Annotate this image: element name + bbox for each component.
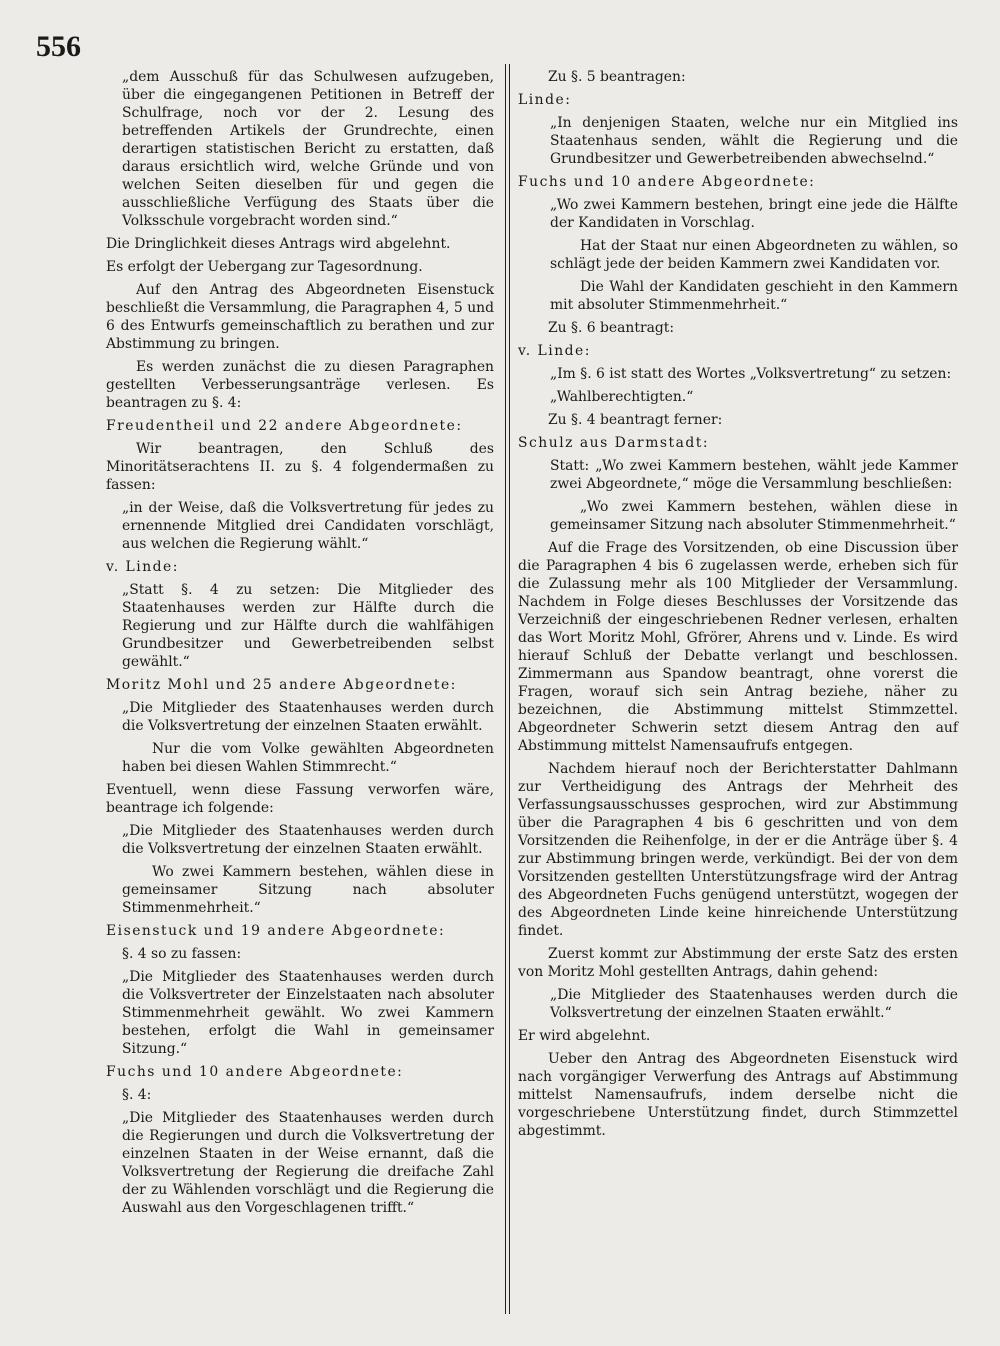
paragraph: Statt: „Wo zwei Kammern bestehen, wählt jede Kammer zwei Abgeordnete,“ möge die Versammlung beschließen: [550, 458, 958, 492]
paragraph: „dem Ausschuß für das Schulwesen aufzugeben, über die eingegangenen Petitionen in Betreff der Schulfrage, noch vor der 2. Lesung des betreffenden Artikels der Grundrechte, einen derartigen statistischen Bericht zu erstatten, daß daraus ersichtlich wird, welche Gründe und von welchen Seiten dieselben für und gegen die ausschließliche Verfügung des Staats über die Volksschule vorgebracht worden sind.“ [122, 69, 494, 229]
quotation: „Die Mitglieder des Staatenhauses werden durch die Volksvertreter der Einzelstaaten nach absoluter Stimmenmehrheit gewählt. Wo zwei Kammern bestehen, erfolgt die Wahl in gemeinsamer Sitzung.“ [122, 969, 494, 1057]
paragraph: §. 4: [122, 1087, 152, 1103]
speaker-heading: Fuchs und 10 andere Abgeordnete: [106, 1064, 404, 1080]
quotation: Wo zwei Kammern bestehen, wählen diese in gemeinsamer Sitzung nach absoluter Stimmenmehrheit.“ [122, 864, 494, 916]
paragraph: Ueber den Antrag des Abgeordneten Eisenstuck wird nach vorgängiger Verwerfung des Antrags auf Abstimmung mittelst Namensaufrufs, indem derselbe nicht die vorgeschriebene Unterstützung findet, durch Stimmzettel abgestimmt. [518, 1051, 958, 1139]
paragraph: Zu §. 6 beantragt: [548, 320, 675, 336]
paragraph: Zuerst kommt zur Abstimmung der erste Satz des ersten von Moritz Mohl gestellten Antrags, dahin gehend: [518, 946, 958, 980]
quotation: „Die Mitglieder des Staatenhauses werden durch die Volksvertretung der einzelnen Staaten erwählt. [122, 700, 494, 734]
quotation: „Im §. 6 ist statt des Wortes „Volksvertretung“ zu setzen: [550, 366, 952, 382]
quotation: „in der Weise, daß die Volksvertretung für jedes zu ernennende Mitglied drei Candidaten vorschlägt, aus welchen die Regierung wählt.“ [122, 500, 494, 552]
paragraph: Die Dringlichkeit dieses Antrags wird abgelehnt. [106, 236, 451, 252]
paragraph: §. 4 so zu fassen: [122, 946, 242, 962]
quotation: „Die Mitglieder des Staatenhauses werden durch die Volksvertretung der einzelnen Staaten erwählt. [122, 823, 494, 857]
paragraph: Auf den Antrag des Abgeordneten Eisenstuck beschließt die Versammlung, die Paragraphen 4, 5 und 6 des Entwurfs gemeinschaftlich zu berathen und zur Abstimmung zu bringen. [106, 282, 494, 352]
paragraph: Nachdem hierauf noch der Berichterstatter Dahlmann zur Vertheidigung des Antrags der Mehrheit des Verfassungsausschusses gesprochen, wird zur Abstimmung über die Paragraphen 4 bis 6 geschritten und von dem Vorsitzenden die Reihenfolge, in der er die Anträge über §. 4 zur Abstimmung bringen werde, verkündigt. Bei der von dem Vorsitzenden gestellten Unterstützungsfrage wird der Antrag des Abgeordneten Fuchs genügend unterstützt, wogegen der des Abgeordneten Linde keine hinreichende Unterstützung findet. [518, 761, 958, 939]
speaker-heading: Schulz aus Darmstadt: [518, 435, 710, 451]
speaker-heading: Eisenstuck und 19 andere Abgeordnete: [106, 923, 446, 939]
speaker-heading: v. Linde: [518, 343, 591, 359]
quotation: „Statt §. 4 zu setzen: Die Mitglieder des Staatenhauses werden zur Hälfte durch die Regierung und zur Hälfte durch die wahlfähigen Grundbesitzer und Gewerbetreibenden selbst gewählt.“ [122, 582, 494, 670]
quotation: „Wo zwei Kammern bestehen, wählen diese in gemeinsamer Sitzung nach absoluter Stimmenmehrheit.“ [550, 499, 958, 533]
paragraph: Wir beantragen, den Schluß des Minoritätserachtens II. zu §. 4 folgendermaßen zu fassen: [106, 441, 494, 493]
speaker-heading: Freudentheil und 22 andere Abgeordnete: [106, 418, 463, 434]
paragraph: Auf die Frage des Vorsitzenden, ob eine Discussion über die Paragraphen 4 bis 6 zugelassen werde, erheben sich für die Zulassung mehr als 100 Mitglieder der Versammlung. Nachdem in Folge dieses Beschlusses der Vorsitzende das Verzeichniß der eingeschriebenen Redner verlesen, erhalten das Wort Moritz Mohl, Gfrörer, Ahrens und v. Linde. Es wird hierauf Schluß der Debatte verlangt und beschlossen. Zimmermann aus Spandow beantragt, ohne vorerst die Fragen, worauf sich sein Antrag beziehe, näher zu bezeichnen, die Abstimmung mittelst Stimmzettel. Abgeordneter Schwerin setzt diesem Antrag den auf Abstimmung mittelst Namensaufrufs entgegen. [518, 540, 958, 754]
speaker-heading: Linde: [518, 92, 572, 108]
quotation: „Wo zwei Kammern bestehen, bringt eine jede die Hälfte der Kandidaten in Vorschlag. [550, 197, 958, 231]
quotation: Die Wahl der Kandidaten geschieht in den Kammern mit absoluter Stimmenmehrheit.“ [550, 279, 958, 313]
page-number: 556 [36, 30, 81, 63]
speaker-heading: v. Linde: [106, 559, 179, 575]
quotation: „Die Mitglieder des Staatenhauses werden durch die Volksvertretung der einzelnen Staaten erwählt.“ [550, 987, 958, 1021]
paragraph: Zu §. 4 beantragt ferner: [548, 412, 723, 428]
paragraph: Es erfolgt der Uebergang zur Tagesordnung. [106, 259, 423, 275]
speaker-heading: Fuchs und 10 andere Abgeordnete: [518, 174, 816, 190]
paragraph: Er wird abgelehnt. [518, 1028, 651, 1044]
quotation: Hat der Staat nur einen Abgeordneten zu wählen, so schlägt jede der beiden Kammern zwei Kandidaten vor. [550, 238, 958, 272]
quotation: „In denjenigen Staaten, welche nur ein Mitglied ins Staatenhaus senden, wählt die Regierung und die Grundbesitzer und Gewerbetreibenden abwechselnd.“ [550, 115, 958, 167]
paragraph: Eventuell, wenn diese Fassung verworfen wäre, beantrage ich folgende: [106, 782, 494, 816]
quotation: „Die Mitglieder des Staatenhauses werden durch die Regierungen und durch die Volksvertretung der einzelnen Staaten in der Weise ernannt, daß die Volksvertretung der Regierung die dreifache Zahl der zu Wählenden vorschlägt und die Regierung die Auswahl aus den Vorgeschlagenen trifft.“ [122, 1110, 494, 1216]
column-divider [505, 64, 510, 1314]
left-column [106, 68, 494, 1222]
speaker-heading: Moritz Mohl und 25 andere Abgeordnete: [106, 677, 457, 693]
quotation: Nur die vom Volke gewählten Abgeordneten haben bei diesen Wahlen Stimmrecht.“ [122, 741, 494, 775]
right-column [518, 68, 958, 1145]
quotation: „Wahlberechtigten.“ [550, 389, 694, 405]
paragraph: Es werden zunächst die zu diesen Paragraphen gestellten Verbesserungsanträge verlesen. Es beantragen zu §. 4: [106, 359, 494, 411]
paragraph: Zu §. 5 beantragen: [548, 69, 686, 85]
